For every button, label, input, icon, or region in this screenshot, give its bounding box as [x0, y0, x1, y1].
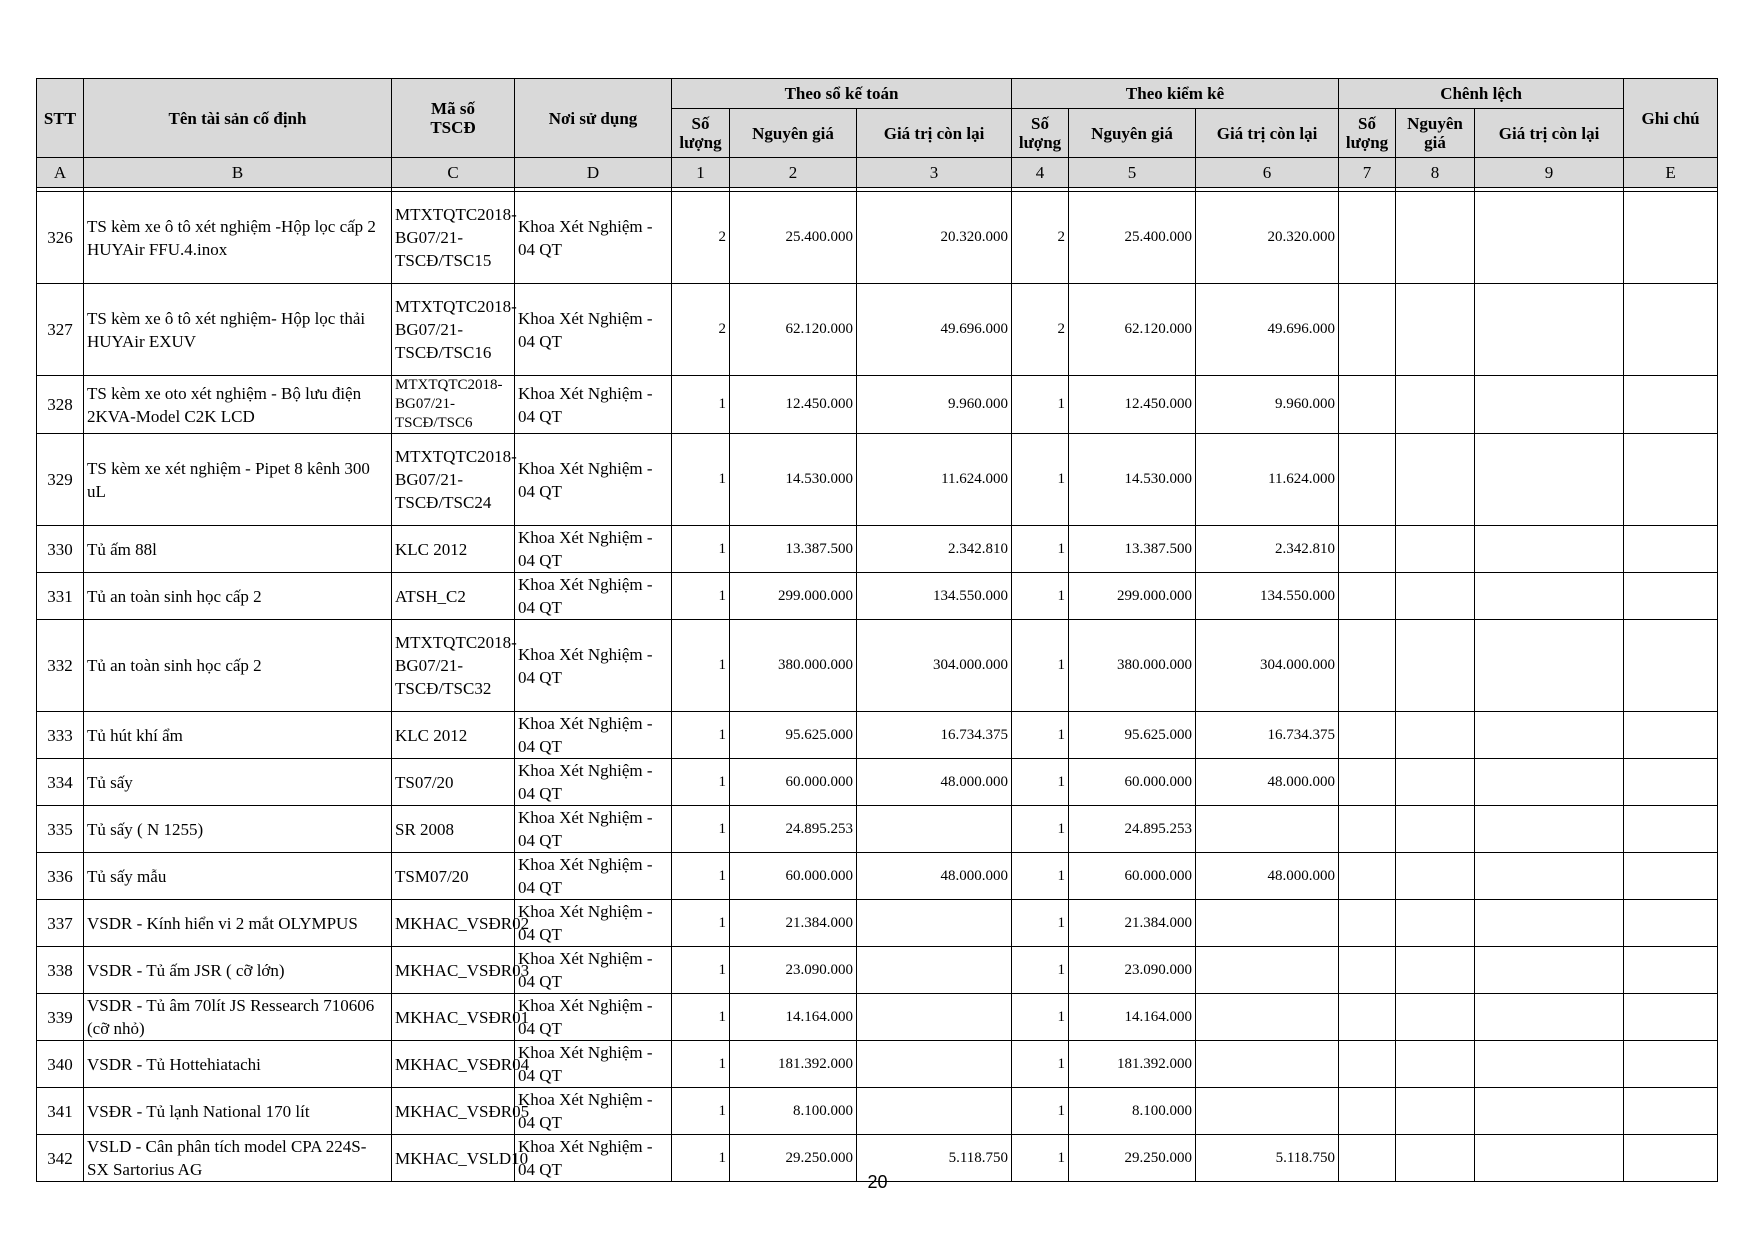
cell-stt: 334 — [37, 759, 84, 806]
cell-location: Khoa Xét Nghiệm - 04 QT — [515, 994, 672, 1041]
table-row — [37, 376, 1718, 434]
cell-asset-code: TSM07/20 — [392, 853, 515, 900]
cell-asset-name: Tủ sấy — [84, 759, 392, 806]
cell-note — [1624, 526, 1718, 573]
cell-asset-name: Tủ sấy ( N 1255) — [84, 806, 392, 853]
column-letter: 8 — [1396, 158, 1475, 188]
cell-books-qty: 1 — [672, 1135, 730, 1182]
cell-inventory-qty: 1 — [1012, 947, 1069, 994]
cell-asset-name: Tủ sấy mẫu — [84, 853, 392, 900]
cell-inventory-qty: 1 — [1012, 853, 1069, 900]
cell-inventory-qty: 1 — [1012, 1135, 1069, 1182]
cell-diff-qty — [1339, 947, 1396, 994]
header-stt: STT — [37, 79, 84, 158]
cell-stt: 328 — [37, 376, 84, 434]
cell-books-residual-value: 2.342.810 — [857, 526, 1012, 573]
cell-asset-code: SR 2008 — [392, 806, 515, 853]
cell-diff-residual-value — [1475, 620, 1624, 712]
header-qty-line1: Số — [691, 114, 710, 133]
cell-location: Khoa Xét Nghiệm - 04 QT — [515, 573, 672, 620]
cell-diff-residual-value — [1475, 434, 1624, 526]
cell-books-qty: 1 — [672, 947, 730, 994]
cell-diff-original-price — [1396, 712, 1475, 759]
cell-asset-name: Tủ an toàn sinh học cấp 2 — [84, 620, 392, 712]
cell-diff-original-price — [1396, 994, 1475, 1041]
column-letter-row — [37, 158, 1718, 188]
cell-asset-code: MTXTQTC2018-BG07/21-TSCĐ/TSC6 — [392, 376, 515, 434]
cell-asset-code: MKHAC_VSĐR03 — [392, 947, 515, 994]
cell-inventory-residual-value: 48.000.000 — [1196, 759, 1339, 806]
cell-books-original-price: 60.000.000 — [730, 759, 857, 806]
cell-note — [1624, 759, 1718, 806]
cell-asset-name: TS kèm xe oto xét nghiệm - Bộ lưu điện 2KVA-Model C2K LCD — [84, 376, 392, 434]
cell-diff-residual-value — [1475, 994, 1624, 1041]
cell-note — [1624, 947, 1718, 994]
cell-diff-original-price — [1396, 434, 1475, 526]
cell-books-qty: 1 — [672, 1041, 730, 1088]
cell-books-residual-value: 49.696.000 — [857, 284, 1012, 376]
cell-diff-residual-value — [1475, 284, 1624, 376]
cell-diff-residual-value — [1475, 853, 1624, 900]
column-letter: 3 — [857, 158, 1012, 188]
cell-stt: 336 — [37, 853, 84, 900]
table-row — [37, 712, 1718, 759]
cell-inventory-original-price: 24.895.253 — [1069, 806, 1196, 853]
cell-diff-original-price — [1396, 947, 1475, 994]
cell-inventory-original-price: 8.100.000 — [1069, 1088, 1196, 1135]
header-qty-line1: Số — [1358, 114, 1377, 133]
cell-diff-qty — [1339, 712, 1396, 759]
column-letter: 4 — [1012, 158, 1069, 188]
cell-location: Khoa Xét Nghiệm - 04 QT — [515, 853, 672, 900]
cell-diff-residual-value — [1475, 806, 1624, 853]
cell-asset-code: MKHAC_VSĐR05 — [392, 1088, 515, 1135]
cell-diff-original-price — [1396, 1088, 1475, 1135]
cell-diff-qty — [1339, 284, 1396, 376]
cell-note — [1624, 573, 1718, 620]
cell-location: Khoa Xét Nghiệm - 04 QT — [515, 434, 672, 526]
cell-books-residual-value: 5.118.750 — [857, 1135, 1012, 1182]
cell-diff-original-price — [1396, 853, 1475, 900]
cell-inventory-residual-value — [1196, 1041, 1339, 1088]
cell-asset-name: VSLD - Cân phân tích model CPA 224S-SX Sartorius AG — [84, 1135, 392, 1182]
cell-inventory-residual-value — [1196, 994, 1339, 1041]
cell-diff-qty — [1339, 620, 1396, 712]
cell-note — [1624, 900, 1718, 947]
cell-asset-name: Tủ ấm 88l — [84, 526, 392, 573]
fixed-asset-table — [36, 78, 1718, 1182]
cell-inventory-qty: 1 — [1012, 573, 1069, 620]
cell-inventory-residual-value: 16.734.375 — [1196, 712, 1339, 759]
cell-note — [1624, 712, 1718, 759]
cell-diff-qty — [1339, 573, 1396, 620]
asset-inventory-sheet — [36, 78, 1717, 1182]
header-inventory-original-price: Nguyên giá — [1069, 109, 1196, 158]
cell-books-residual-value — [857, 994, 1012, 1041]
header-note: Ghi chú — [1624, 79, 1718, 158]
cell-books-residual-value: 48.000.000 — [857, 853, 1012, 900]
cell-books-qty: 1 — [672, 806, 730, 853]
cell-stt: 341 — [37, 1088, 84, 1135]
table-row — [37, 759, 1718, 806]
cell-inventory-qty: 1 — [1012, 806, 1069, 853]
column-letter: E — [1624, 158, 1718, 188]
cell-asset-code: MKHAC_VSĐR02 — [392, 900, 515, 947]
table-row — [37, 1088, 1718, 1135]
cell-inventory-residual-value: 11.624.000 — [1196, 434, 1339, 526]
cell-diff-qty — [1339, 994, 1396, 1041]
cell-books-qty: 1 — [672, 620, 730, 712]
cell-books-residual-value: 16.734.375 — [857, 712, 1012, 759]
cell-diff-qty — [1339, 759, 1396, 806]
cell-diff-residual-value — [1475, 900, 1624, 947]
cell-books-original-price: 14.530.000 — [730, 434, 857, 526]
cell-books-qty: 2 — [672, 192, 730, 284]
cell-books-original-price: 23.090.000 — [730, 947, 857, 994]
cell-books-qty: 1 — [672, 434, 730, 526]
header-qty-line2: lượng — [1345, 133, 1389, 152]
cell-asset-name: VSDR - Tủ ấm JSR ( cỡ lớn) — [84, 947, 392, 994]
cell-inventory-residual-value: 304.000.000 — [1196, 620, 1339, 712]
cell-stt: 332 — [37, 620, 84, 712]
cell-asset-name: VSDR - Tủ Hottehiatachi — [84, 1041, 392, 1088]
cell-diff-original-price — [1396, 620, 1475, 712]
cell-diff-qty — [1339, 806, 1396, 853]
cell-location: Khoa Xét Nghiệm - 04 QT — [515, 947, 672, 994]
cell-asset-code: MKHAC_VSLD10 — [392, 1135, 515, 1182]
cell-diff-qty — [1339, 1041, 1396, 1088]
cell-diff-original-price — [1396, 1041, 1475, 1088]
cell-stt: 331 — [37, 573, 84, 620]
cell-books-residual-value: 304.000.000 — [857, 620, 1012, 712]
cell-note — [1624, 376, 1718, 434]
cell-books-original-price: 95.625.000 — [730, 712, 857, 759]
header-price-line2: giá — [1424, 133, 1446, 152]
table-row — [37, 573, 1718, 620]
table-row — [37, 1041, 1718, 1088]
cell-inventory-qty: 1 — [1012, 526, 1069, 573]
cell-books-original-price: 13.387.500 — [730, 526, 857, 573]
cell-inventory-residual-value — [1196, 947, 1339, 994]
cell-books-residual-value: 11.624.000 — [857, 434, 1012, 526]
cell-books-qty: 1 — [672, 526, 730, 573]
page-number: 20 — [867, 1172, 888, 1192]
cell-inventory-original-price: 29.250.000 — [1069, 1135, 1196, 1182]
cell-inventory-qty: 1 — [1012, 759, 1069, 806]
column-letter: C — [392, 158, 515, 188]
cell-books-qty: 1 — [672, 900, 730, 947]
cell-stt: 337 — [37, 900, 84, 947]
cell-books-residual-value: 48.000.000 — [857, 759, 1012, 806]
table-row — [37, 284, 1718, 376]
cell-diff-residual-value — [1475, 573, 1624, 620]
cell-location: Khoa Xét Nghiệm - 04 QT — [515, 620, 672, 712]
cell-asset-code: MTXTQTC2018-BG07/21-TSCĐ/TSC16 — [392, 284, 515, 376]
cell-diff-original-price — [1396, 759, 1475, 806]
cell-inventory-residual-value: 20.320.000 — [1196, 192, 1339, 284]
column-letter: 2 — [730, 158, 857, 188]
cell-diff-qty — [1339, 900, 1396, 947]
cell-books-original-price: 181.392.000 — [730, 1041, 857, 1088]
cell-inventory-qty: 2 — [1012, 284, 1069, 376]
cell-note — [1624, 1088, 1718, 1135]
header-books-residual-value: Giá trị còn lại — [857, 109, 1012, 158]
cell-books-qty: 1 — [672, 853, 730, 900]
cell-location: Khoa Xét Nghiệm - 04 QT — [515, 192, 672, 284]
cell-diff-original-price — [1396, 376, 1475, 434]
cell-inventory-original-price: 21.384.000 — [1069, 900, 1196, 947]
header-code-line1: Mã số — [431, 99, 475, 118]
table-row — [37, 620, 1718, 712]
cell-inventory-residual-value: 2.342.810 — [1196, 526, 1339, 573]
cell-books-qty: 1 — [672, 759, 730, 806]
cell-inventory-qty: 1 — [1012, 712, 1069, 759]
cell-asset-code: MKHAC_VSĐR01 — [392, 994, 515, 1041]
column-letter: 6 — [1196, 158, 1339, 188]
cell-inventory-original-price: 12.450.000 — [1069, 376, 1196, 434]
cell-asset-name: TS kèm xe ô tô xét nghiệm- Hộp lọc thải HUYAir EXUV — [84, 284, 392, 376]
header-group-inventory: Theo kiểm kê — [1012, 79, 1339, 109]
cell-books-residual-value — [857, 900, 1012, 947]
cell-diff-original-price — [1396, 900, 1475, 947]
cell-books-original-price: 8.100.000 — [730, 1088, 857, 1135]
cell-diff-residual-value — [1475, 759, 1624, 806]
cell-asset-code: KLC 2012 — [392, 712, 515, 759]
cell-books-residual-value — [857, 947, 1012, 994]
cell-books-qty: 1 — [672, 573, 730, 620]
cell-stt: 326 — [37, 192, 84, 284]
cell-stt: 330 — [37, 526, 84, 573]
header-code-line2: TSCĐ — [430, 118, 476, 137]
cell-asset-name: VSDR - Tủ âm 70lít JS Ressearch 710606 (cỡ nhỏ) — [84, 994, 392, 1041]
cell-diff-residual-value — [1475, 1088, 1624, 1135]
cell-asset-name: VSĐR - Tủ lạnh National 170 lít — [84, 1088, 392, 1135]
cell-location: Khoa Xét Nghiệm - 04 QT — [515, 759, 672, 806]
table-row — [37, 994, 1718, 1041]
cell-diff-residual-value — [1475, 712, 1624, 759]
cell-diff-qty — [1339, 853, 1396, 900]
cell-books-residual-value: 9.960.000 — [857, 376, 1012, 434]
cell-stt: 335 — [37, 806, 84, 853]
cell-diff-residual-value — [1475, 526, 1624, 573]
header-qty-line1: Số — [1031, 114, 1050, 133]
column-letter: D — [515, 158, 672, 188]
cell-diff-residual-value — [1475, 376, 1624, 434]
cell-diff-qty — [1339, 434, 1396, 526]
header-books-original-price: Nguyên giá — [730, 109, 857, 158]
cell-inventory-residual-value: 9.960.000 — [1196, 376, 1339, 434]
cell-asset-code: MKHAC_VSĐR04 — [392, 1041, 515, 1088]
cell-asset-name: Tủ an toàn sinh học cấp 2 — [84, 573, 392, 620]
cell-asset-code: TS07/20 — [392, 759, 515, 806]
cell-location: Khoa Xét Nghiệm - 04 QT — [515, 900, 672, 947]
table-row — [37, 526, 1718, 573]
cell-inventory-residual-value: 5.118.750 — [1196, 1135, 1339, 1182]
cell-location: Khoa Xét Nghiệm - 04 QT — [515, 1088, 672, 1135]
cell-stt: 329 — [37, 434, 84, 526]
column-letter: 1 — [672, 158, 730, 188]
table-row — [37, 192, 1718, 284]
header-group-difference: Chênh lệch — [1339, 79, 1624, 109]
header-asset-name: Tên tài sản cố định — [84, 79, 392, 158]
cell-note — [1624, 434, 1718, 526]
cell-books-residual-value — [857, 1041, 1012, 1088]
cell-books-original-price: 25.400.000 — [730, 192, 857, 284]
cell-diff-qty — [1339, 192, 1396, 284]
cell-location: Khoa Xét Nghiệm - 04 QT — [515, 284, 672, 376]
cell-stt: 327 — [37, 284, 84, 376]
cell-books-residual-value — [857, 1088, 1012, 1135]
cell-inventory-original-price: 23.090.000 — [1069, 947, 1196, 994]
cell-books-residual-value: 20.320.000 — [857, 192, 1012, 284]
header-qty-line2: lượng — [1018, 133, 1062, 152]
table-row — [37, 853, 1718, 900]
cell-inventory-original-price: 13.387.500 — [1069, 526, 1196, 573]
cell-inventory-qty: 1 — [1012, 1088, 1069, 1135]
cell-diff-original-price — [1396, 526, 1475, 573]
table-row — [37, 434, 1718, 526]
cell-stt: 342 — [37, 1135, 84, 1182]
cell-diff-original-price — [1396, 192, 1475, 284]
cell-inventory-original-price: 95.625.000 — [1069, 712, 1196, 759]
cell-diff-original-price — [1396, 573, 1475, 620]
cell-inventory-residual-value: 49.696.000 — [1196, 284, 1339, 376]
cell-note — [1624, 284, 1718, 376]
header-inventory-qty — [1012, 109, 1069, 158]
cell-stt: 338 — [37, 947, 84, 994]
cell-stt: 333 — [37, 712, 84, 759]
cell-inventory-original-price: 181.392.000 — [1069, 1041, 1196, 1088]
cell-inventory-qty: 1 — [1012, 994, 1069, 1041]
cell-asset-code: MTXTQTC2018-BG07/21-TSCĐ/TSC15 — [392, 192, 515, 284]
cell-asset-code: MTXTQTC2018-BG07/21-TSCĐ/TSC32 — [392, 620, 515, 712]
column-letter: 9 — [1475, 158, 1624, 188]
table-header — [37, 79, 1718, 188]
cell-asset-name: VSDR - Kính hiển vi 2 mắt OLYMPUS — [84, 900, 392, 947]
cell-books-original-price: 62.120.000 — [730, 284, 857, 376]
cell-books-qty: 2 — [672, 284, 730, 376]
cell-books-original-price: 60.000.000 — [730, 853, 857, 900]
column-letter: 7 — [1339, 158, 1396, 188]
cell-inventory-residual-value — [1196, 900, 1339, 947]
cell-diff-qty — [1339, 376, 1396, 434]
cell-inventory-original-price: 380.000.000 — [1069, 620, 1196, 712]
cell-inventory-residual-value: 134.550.000 — [1196, 573, 1339, 620]
cell-inventory-qty: 1 — [1012, 620, 1069, 712]
cell-location: Khoa Xét Nghiệm - 04 QT — [515, 376, 672, 434]
cell-stt: 339 — [37, 994, 84, 1041]
header-location: Nơi sử dụng — [515, 79, 672, 158]
cell-note — [1624, 620, 1718, 712]
header-group-books: Theo sổ kế toán — [672, 79, 1012, 109]
cell-books-original-price: 29.250.000 — [730, 1135, 857, 1182]
cell-asset-code: MTXTQTC2018-BG07/21-TSCĐ/TSC24 — [392, 434, 515, 526]
cell-asset-code: ATSH_C2 — [392, 573, 515, 620]
cell-inventory-residual-value — [1196, 806, 1339, 853]
column-letter: A — [37, 158, 84, 188]
header-diff-original-price — [1396, 109, 1475, 158]
header-qty-line2: lượng — [679, 133, 722, 152]
cell-note — [1624, 994, 1718, 1041]
cell-books-original-price: 12.450.000 — [730, 376, 857, 434]
cell-diff-residual-value — [1475, 947, 1624, 994]
table-row — [37, 806, 1718, 853]
cell-inventory-qty: 2 — [1012, 192, 1069, 284]
table-row — [37, 900, 1718, 947]
cell-asset-code: KLC 2012 — [392, 526, 515, 573]
header-inventory-residual-value: Giá trị còn lại — [1196, 109, 1339, 158]
cell-note — [1624, 192, 1718, 284]
cell-inventory-qty: 1 — [1012, 376, 1069, 434]
cell-books-original-price: 24.895.253 — [730, 806, 857, 853]
cell-books-qty: 1 — [672, 712, 730, 759]
cell-location: Khoa Xét Nghiệm - 04 QT — [515, 712, 672, 759]
cell-inventory-original-price: 14.164.000 — [1069, 994, 1196, 1041]
cell-books-residual-value — [857, 806, 1012, 853]
cell-note — [1624, 853, 1718, 900]
cell-diff-residual-value — [1475, 1041, 1624, 1088]
column-letter: 5 — [1069, 158, 1196, 188]
header-asset-code — [392, 79, 515, 158]
cell-inventory-residual-value: 48.000.000 — [1196, 853, 1339, 900]
cell-location: Khoa Xét Nghiệm - 04 QT — [515, 806, 672, 853]
cell-diff-residual-value — [1475, 192, 1624, 284]
cell-books-original-price: 14.164.000 — [730, 994, 857, 1041]
cell-inventory-original-price: 299.000.000 — [1069, 573, 1196, 620]
cell-stt: 340 — [37, 1041, 84, 1088]
cell-asset-name: Tủ hút khí ẩm — [84, 712, 392, 759]
cell-location: Khoa Xét Nghiệm - 04 QT — [515, 1041, 672, 1088]
cell-location: Khoa Xét Nghiệm - 04 QT — [515, 1135, 672, 1182]
cell-inventory-original-price: 60.000.000 — [1069, 759, 1196, 806]
table-row — [37, 947, 1718, 994]
cell-asset-name: TS kèm xe xét nghiệm - Pipet 8 kênh 300 uL — [84, 434, 392, 526]
cell-note — [1624, 1041, 1718, 1088]
header-price-line1: Nguyên — [1407, 114, 1463, 133]
cell-diff-qty — [1339, 526, 1396, 573]
cell-books-original-price: 21.384.000 — [730, 900, 857, 947]
header-diff-residual-value: Giá trị còn lại — [1475, 109, 1624, 158]
cell-inventory-qty: 1 — [1012, 900, 1069, 947]
cell-asset-name: TS kèm xe ô tô xét nghiệm -Hộp lọc cấp 2 HUYAir FFU.4.inox — [84, 192, 392, 284]
header-diff-qty — [1339, 109, 1396, 158]
cell-books-qty: 1 — [672, 1088, 730, 1135]
cell-inventory-qty: 1 — [1012, 434, 1069, 526]
cell-books-residual-value: 134.550.000 — [857, 573, 1012, 620]
cell-books-qty: 1 — [672, 376, 730, 434]
cell-diff-original-price — [1396, 284, 1475, 376]
cell-books-original-price: 299.000.000 — [730, 573, 857, 620]
cell-location: Khoa Xét Nghiệm - 04 QT — [515, 526, 672, 573]
cell-books-qty: 1 — [672, 994, 730, 1041]
cell-books-original-price: 380.000.000 — [730, 620, 857, 712]
cell-inventory-original-price: 60.000.000 — [1069, 853, 1196, 900]
header-books-qty — [672, 109, 730, 158]
cell-inventory-qty: 1 — [1012, 1041, 1069, 1088]
table-body — [37, 188, 1718, 1182]
cell-inventory-residual-value — [1196, 1088, 1339, 1135]
cell-note — [1624, 806, 1718, 853]
cell-inventory-original-price: 25.400.000 — [1069, 192, 1196, 284]
column-letter: B — [84, 158, 392, 188]
cell-inventory-original-price: 14.530.000 — [1069, 434, 1196, 526]
cell-diff-original-price — [1396, 806, 1475, 853]
cell-diff-qty — [1339, 1088, 1396, 1135]
cell-inventory-original-price: 62.120.000 — [1069, 284, 1196, 376]
